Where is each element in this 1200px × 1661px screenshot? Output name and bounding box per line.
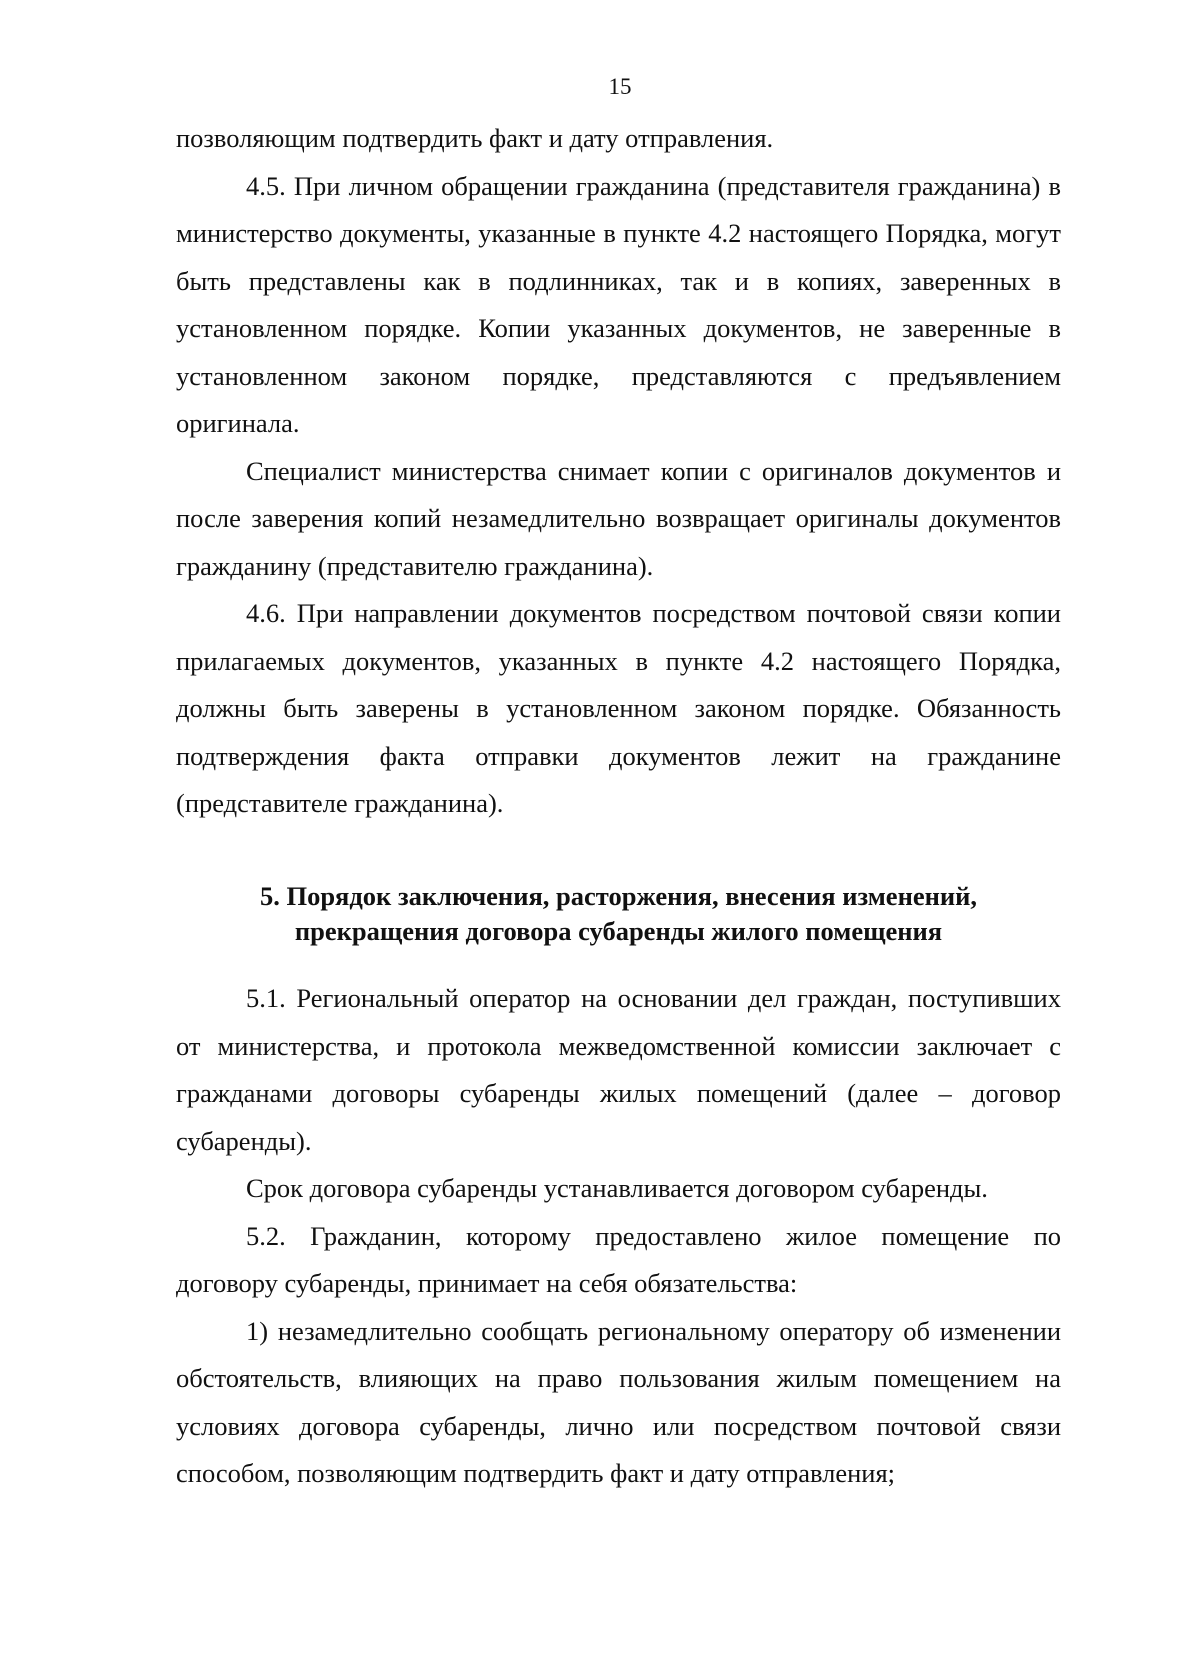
paragraph-5-1: 5.1. Региональный оператор на основании дел граждан, поступивших от министерства, и протокола межведомственной комиссии заключает с гражданами договоры субаренды жилых помещений (далее – договор субаренды). <box>176 983 1061 1156</box>
paragraph-5-2: 5.2. Гражданин, которому предоставлено жилое помещение по договору субаренды, принимает на себя обязательства: <box>176 1220 1061 1298</box>
paragraph-continuation: позволяющим подтвердить факт и дату отправления. <box>176 123 774 153</box>
paragraph-4-6: 4.6. При направлении документов посредством почтовой связи копии прилагаемых документов, указанных в пункте 4.2 настоящего Порядка, должны быть заверены в установленном законом порядке. Обязанность подтверждения факта отправки документов лежит на гражданине (представителе гражданина). <box>176 598 1061 818</box>
text-block-bottom <box>176 975 1061 1498</box>
text-block-top <box>176 115 1061 828</box>
paragraph-obligation-1: 1) незамедлительно сообщать региональному оператору об изменении обстоятельств, влияющих на право пользования жилым помещением на условиях договора субаренды, лично или посредством почтовой связи способом, позволяющим подтвердить факт и дату отправления; <box>176 1315 1061 1488</box>
section-heading-line-1: 5. Порядок заключения, расторжения, внесения изменений, <box>259 881 978 911</box>
section-heading <box>176 879 1061 949</box>
paragraph-4-5: 4.5. При личном обращении гражданина (представителя гражданина) в министерство документы, указанные в пункте 4.2 настоящего Порядка, могут быть представлены как в подлинниках, так и в копиях, заверенных в установленном порядке. Копии указанных документов, не заверенные в установленном законом порядке, представляются с предъявлением оригинала. <box>176 170 1061 438</box>
section-heading-line-2: прекращения договора субаренды жилого помещения <box>294 916 943 946</box>
page-number: 15 <box>608 74 632 99</box>
paragraph-specialist: Специалист министерства снимает копии с оригиналов документов и после заверения копий незамедлительно возвращает оригиналы документов гражданину (представителю гражданина). <box>176 455 1061 581</box>
paragraph-term: Срок договора субаренды устанавливается договором субаренды. <box>246 1173 988 1203</box>
